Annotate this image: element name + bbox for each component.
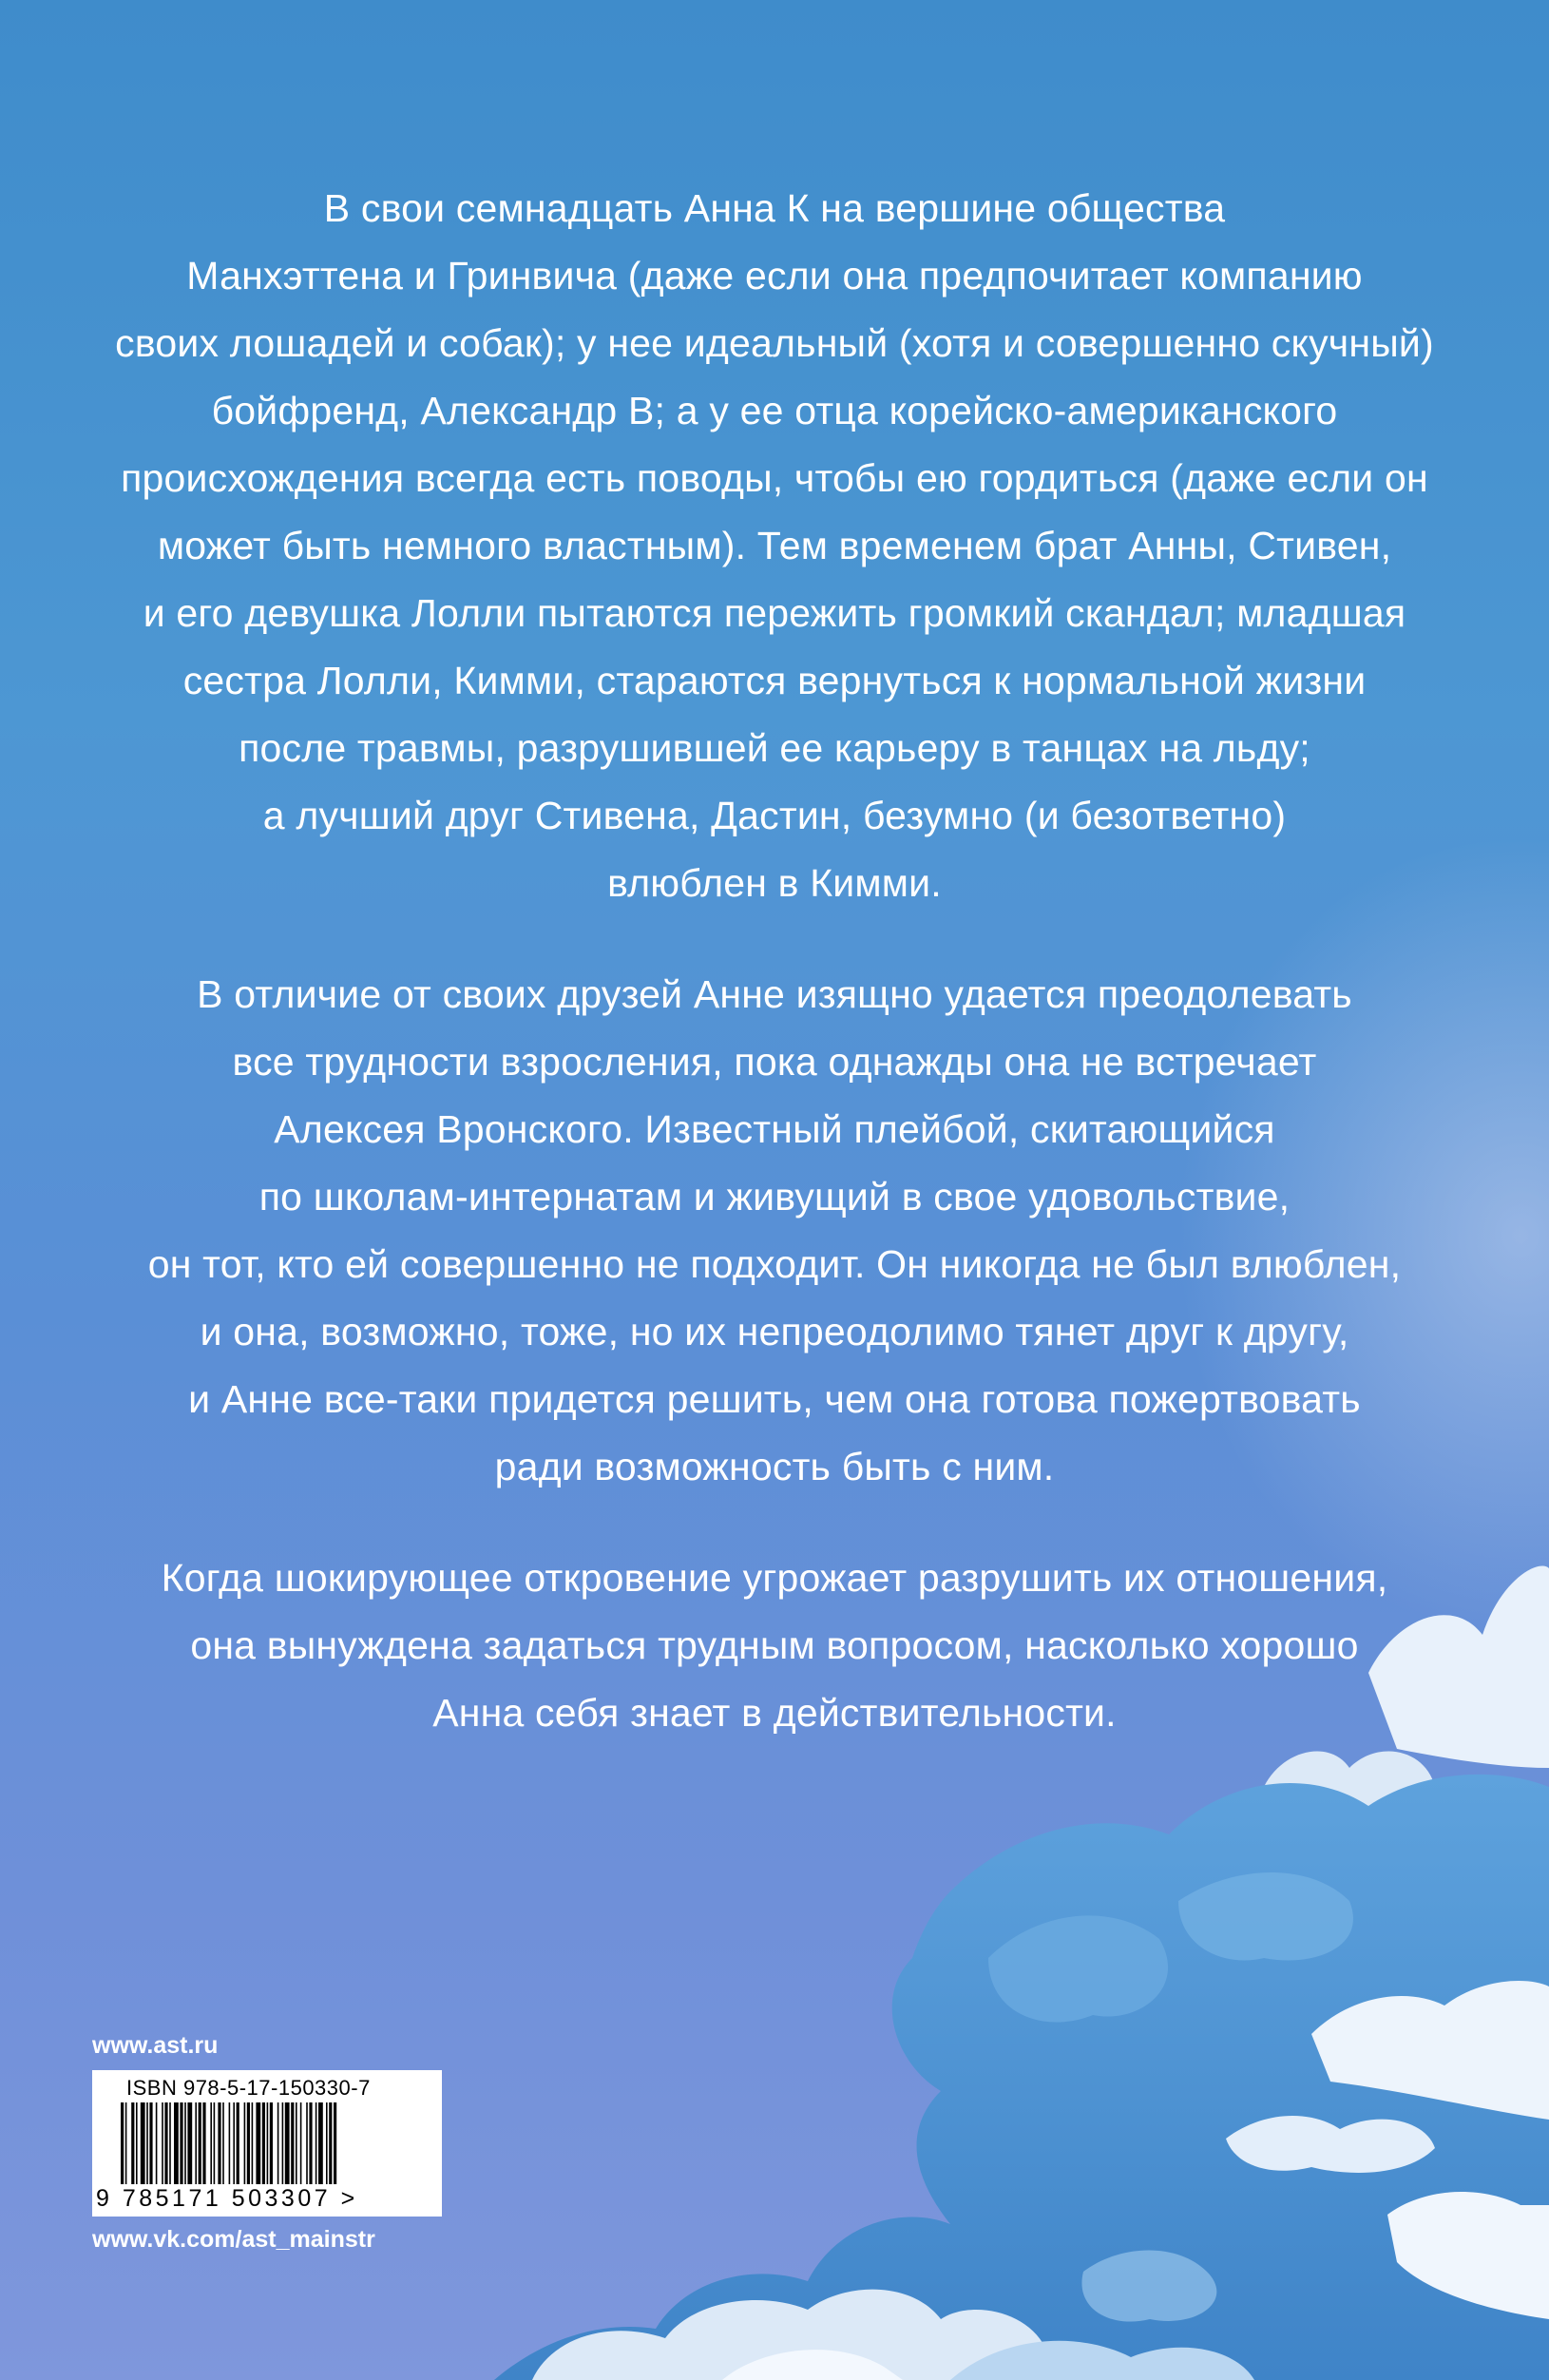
text-line: может быть немного властным). Тем временем брат Анны, Стивен,	[157, 524, 1392, 567]
text-line: ради возможность быть с ним.	[494, 1445, 1055, 1488]
barcode-bar	[136, 2102, 138, 2186]
text-line: и Анне все-таки придется решить, чем она готова пожертвовать	[188, 1377, 1361, 1421]
barcode-bar	[218, 2102, 220, 2186]
publisher-social-link: www.vk.com/ast_mainstr	[92, 2226, 375, 2253]
barcode-bar	[262, 2102, 265, 2186]
barcode-bar	[180, 2102, 182, 2186]
text-line: и его девушка Лолли пытаются пережить громкий скандал; младшая	[143, 591, 1406, 635]
barcode-bar	[174, 2102, 179, 2186]
barcode-bar	[149, 2102, 152, 2186]
text-line: бойфренд, Александр В; а у ее отца корейско-американского	[211, 389, 1338, 432]
text-line: все трудности взросления, пока однажды она не встречает	[232, 1040, 1317, 1084]
barcode-bar	[247, 2102, 250, 2186]
text-line: В свои семнадцать Анна К на вершине общества	[323, 186, 1226, 230]
text-line: Алексея Вронского. Известный плейбой, скитающийся	[274, 1107, 1275, 1151]
barcode-bar	[316, 2102, 317, 2186]
barcode-bar	[291, 2102, 294, 2186]
barcode-bar	[222, 2102, 224, 2186]
barcode-bar	[296, 2102, 297, 2186]
barcode-bar	[233, 2102, 235, 2186]
isbn-number: ISBN 978-5-17-150330-7	[126, 2076, 371, 2100]
barcode-bar	[146, 2102, 148, 2186]
text-line: Когда шокирующее откровение угрожает разрушить их отношения,	[161, 1556, 1388, 1600]
isbn-barcode-block	[92, 2070, 442, 2217]
barcode-bar	[326, 2102, 328, 2186]
barcode-bar	[214, 2102, 216, 2186]
text-line: он тот, кто ей совершенно не подходит. Он никогда не был влюблен,	[147, 1242, 1402, 1286]
barcode-digits: 9 785171 503307 >	[96, 2184, 438, 2213]
barcode-bar	[318, 2102, 323, 2186]
barcode-bar	[306, 2102, 308, 2186]
barcode-bar	[156, 2102, 158, 2186]
text-line: Манхэттена и Гринвича (даже если она предпочитает компанию	[186, 254, 1363, 298]
text-line: и она, возможно, тоже, но их непреодолимо тянет друг к другу,	[200, 1310, 1349, 1353]
barcode-bar	[125, 2102, 127, 2186]
barcode-bar	[162, 2102, 163, 2186]
text-line: происхождения всегда есть поводы, чтобы ею гордиться (даже если он	[121, 456, 1428, 500]
barcode-bar	[329, 2102, 332, 2186]
barcode-bar	[256, 2102, 260, 2186]
barcode-bar	[195, 2102, 197, 2186]
text-line: сестра Лолли, Кимми, стараются вернуться к нормальной жизни	[182, 659, 1367, 702]
text-line: а лучший друг Стивена, Дастин, безумно (и безответно)	[262, 794, 1287, 837]
barcode-bar	[244, 2102, 246, 2186]
barcode-bar	[184, 2102, 186, 2186]
barcode-bar	[285, 2102, 290, 2186]
description-paragraph-1	[95, 175, 1454, 917]
publisher-website: www.ast.ru	[92, 2032, 219, 2059]
barcode-bar	[121, 2102, 124, 2186]
barcode-bar	[282, 2102, 284, 2186]
barcode-bar	[199, 2102, 201, 2186]
barcode-bar	[141, 2102, 145, 2186]
barcode-bar	[309, 2102, 312, 2186]
barcode-bar	[210, 2102, 212, 2186]
text-line: по школам-интернатам и живущий в свое удовольствие,	[258, 1175, 1291, 1219]
barcode-bar	[169, 2102, 171, 2186]
text-line: В отличие от своих друзей Анне изящно удается преодолевать	[197, 972, 1352, 1016]
text-line: она вынуждена задаться трудным вопросом, насколько хорошо	[190, 1623, 1359, 1667]
barcode-bar	[164, 2102, 167, 2186]
barcode-bar	[237, 2102, 239, 2186]
barcode-bar	[252, 2102, 254, 2186]
text-line: влюблен в Кимми.	[607, 861, 942, 905]
barcode-bar	[187, 2102, 192, 2186]
description-paragraph-3	[95, 1545, 1454, 1747]
barcode-bar	[334, 2102, 336, 2186]
text-line: своих лошадей и собак); у нее идеальный (хотя и совершенно скучный)	[115, 321, 1434, 365]
barcode-bar	[202, 2102, 205, 2186]
description-paragraph-2	[95, 961, 1454, 1501]
barcode-bar	[229, 2102, 231, 2186]
text-line: после травмы, разрушившей ее карьеру в танцах на льду;	[239, 726, 1310, 770]
barcode-bar	[270, 2102, 273, 2186]
barcode-bar	[277, 2102, 279, 2186]
text-line: Анна себя знает в действительности.	[432, 1691, 1117, 1735]
barcode-bar	[300, 2102, 302, 2186]
barcode-bar	[267, 2102, 269, 2186]
barcode-bar	[131, 2102, 134, 2186]
